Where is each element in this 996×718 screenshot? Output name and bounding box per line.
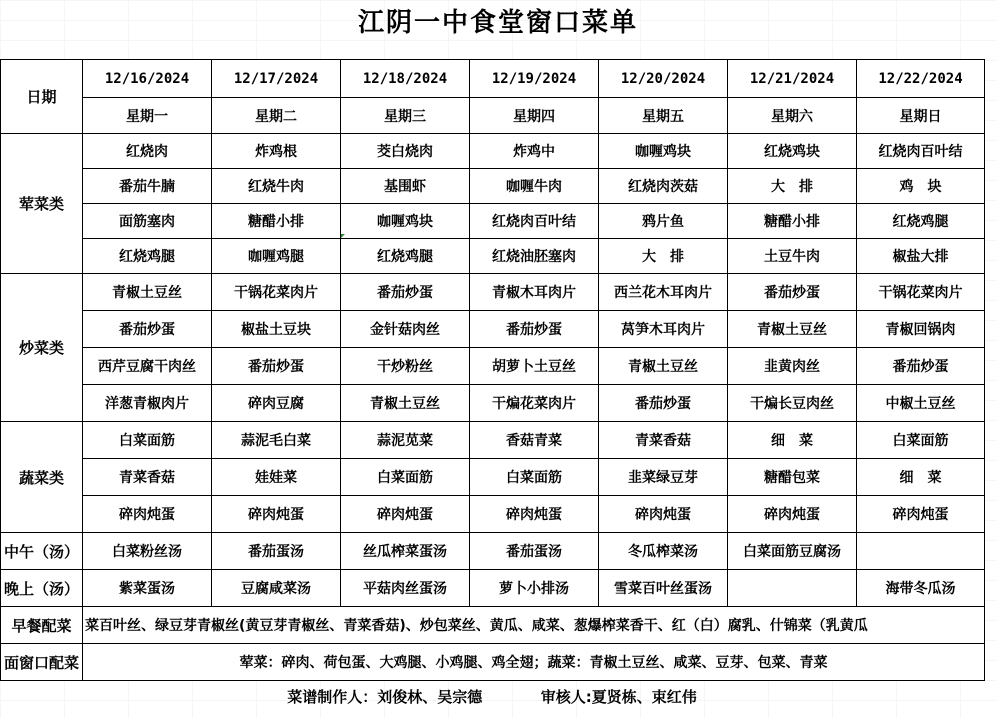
weekday-row bbox=[1, 98, 985, 134]
menu-cell[interactable]: 红烧鸡块 bbox=[728, 134, 857, 169]
menu-cell[interactable]: 韭黄肉丝 bbox=[728, 348, 857, 385]
veg-category-label[interactable]: 蔬菜类 bbox=[1, 422, 83, 533]
noodle-sides-row bbox=[1, 644, 985, 681]
menu-cell[interactable]: 椒盐大排 bbox=[857, 239, 985, 274]
menu-cell[interactable] bbox=[857, 533, 985, 570]
menu-cell[interactable]: 碎肉炖蛋 bbox=[83, 496, 212, 533]
menu-cell[interactable]: 青椒土豆丝 bbox=[728, 311, 857, 348]
weekday-cell[interactable]: 星期六 bbox=[728, 98, 857, 134]
date-cell[interactable]: 12/19/2024 bbox=[470, 60, 599, 98]
menu-cell[interactable]: 丝瓜榨菜蛋汤 bbox=[341, 533, 470, 570]
menu-cell[interactable]: 碎肉炖蛋 bbox=[857, 496, 985, 533]
weekday-cell[interactable]: 星期二 bbox=[212, 98, 341, 134]
menu-cell[interactable]: 咖喱鸡块 bbox=[341, 204, 470, 239]
menu-cell[interactable]: 白菜粉丝汤 bbox=[83, 533, 212, 570]
menu-cell[interactable]: 干锅花菜肉片 bbox=[857, 274, 985, 311]
menu-cell[interactable]: 大 排 bbox=[728, 169, 857, 204]
menu-cell[interactable]: 韭菜绿豆芽 bbox=[599, 459, 728, 496]
menu-cell[interactable]: 香菇青菜 bbox=[470, 422, 599, 459]
menu-cell[interactable]: 雪菜百叶丝蛋汤 bbox=[599, 570, 728, 607]
menu-cell[interactable]: 糖醋小排 bbox=[212, 204, 341, 239]
weekday-cell[interactable]: 星期日 bbox=[857, 98, 985, 134]
menu-cell[interactable]: 番茄蛋汤 bbox=[212, 533, 341, 570]
meat-row bbox=[1, 239, 985, 274]
menu-cell[interactable]: 平菇肉丝蛋汤 bbox=[341, 570, 470, 607]
menu-cell[interactable]: 碎肉炖蛋 bbox=[212, 496, 341, 533]
menu-cell[interactable] bbox=[728, 570, 857, 607]
menu-cell[interactable]: 番茄炒蛋 bbox=[341, 274, 470, 311]
menu-cell[interactable]: 青菜香菇 bbox=[83, 459, 212, 496]
menu-cell[interactable]: 番茄炒蛋 bbox=[83, 311, 212, 348]
menu-cell[interactable]: 红烧鸡腿 bbox=[857, 204, 985, 239]
breakfast-sides-row bbox=[1, 607, 985, 644]
menu-cell[interactable]: 胡萝卜土豆丝 bbox=[470, 348, 599, 385]
menu-cell[interactable]: 红烧肉百叶结 bbox=[470, 204, 599, 239]
menu-cell[interactable]: 椒盐土豆块 bbox=[212, 311, 341, 348]
menu-cell[interactable]: 红烧油胚塞肉 bbox=[470, 239, 599, 274]
meat-category-label[interactable]: 荤菜类 bbox=[1, 134, 83, 274]
date-cell[interactable]: 12/17/2024 bbox=[212, 60, 341, 98]
menu-cell[interactable]: 青椒回锅肉 bbox=[857, 311, 985, 348]
menu-table bbox=[0, 59, 985, 681]
veg-row bbox=[1, 422, 985, 459]
menu-cell[interactable]: 番茄蛋汤 bbox=[470, 533, 599, 570]
menu-cell[interactable]: 金针菇肉丝 bbox=[341, 311, 470, 348]
menu-cell[interactable]: 莴笋木耳肉片 bbox=[599, 311, 728, 348]
menu-cell[interactable]: 白菜面筋 bbox=[83, 422, 212, 459]
menu-cell[interactable]: 细 菜 bbox=[728, 422, 857, 459]
menu-cell[interactable]: 西兰花木耳肉片 bbox=[599, 274, 728, 311]
stirfry-category-label[interactable]: 炒菜类 bbox=[1, 274, 83, 422]
noon-soup-row bbox=[1, 533, 985, 570]
date-cell[interactable]: 12/16/2024 bbox=[83, 60, 212, 98]
menu-cell[interactable]: 咖喱牛肉 bbox=[470, 169, 599, 204]
menu-cell[interactable]: 干煸花菜肉片 bbox=[470, 385, 599, 422]
date-cell[interactable]: 12/21/2024 bbox=[728, 60, 857, 98]
date-label-cell[interactable]: 日期 bbox=[1, 60, 83, 134]
menu-cell[interactable]: 白菜面筋 bbox=[341, 459, 470, 496]
breakfast-sides-label[interactable]: 早餐配菜 bbox=[1, 607, 83, 644]
menu-cell[interactable]: 面筋塞肉 bbox=[83, 204, 212, 239]
menu-cell[interactable]: 豆腐咸菜汤 bbox=[212, 570, 341, 607]
menu-cell[interactable]: 鸡 块 bbox=[857, 169, 985, 204]
menu-cell[interactable]: 干炒粉丝 bbox=[341, 348, 470, 385]
menu-cell[interactable]: 大 排 bbox=[599, 239, 728, 274]
stirfry-row bbox=[1, 348, 985, 385]
breakfast-sides-text: 菜百叶丝、绿豆芽青椒丝(黄豆芽青椒丝、青菜香菇)、炒包菜丝、黄瓜、咸菜、葱爆榨菜香干、红（白）腐乳、什锦菜（乳黄瓜 bbox=[85, 618, 868, 634]
menu-cell[interactable]: 白菜面筋豆腐汤 bbox=[728, 533, 857, 570]
menu-cell[interactable]: 红烧肉茨菇 bbox=[599, 169, 728, 204]
menu-cell[interactable]: 炸鸡根 bbox=[212, 134, 341, 169]
menu-cell[interactable]: 蒜泥毛白菜 bbox=[212, 422, 341, 459]
noodle-sides-cell[interactable]: 荤菜：碎肉、荷包蛋、大鸡腿、小鸡腿、鸡全翅；蔬菜：青椒土豆丝、咸菜、豆芽、包菜、青菜 bbox=[83, 644, 985, 681]
menu-cell[interactable]: 洋葱青椒肉片 bbox=[83, 385, 212, 422]
menu-cell[interactable]: 青椒土豆丝 bbox=[83, 274, 212, 311]
weekday-cell[interactable]: 星期一 bbox=[83, 98, 212, 134]
meat-row bbox=[1, 134, 985, 169]
menu-cell[interactable]: 番茄炒蛋 bbox=[599, 385, 728, 422]
menu-cell[interactable]: 咖喱鸡腿 bbox=[212, 239, 341, 274]
menu-cell[interactable]: 炸鸡中 bbox=[470, 134, 599, 169]
weekday-cell[interactable]: 星期四 bbox=[470, 98, 599, 134]
menu-cell[interactable]: 青椒土豆丝 bbox=[599, 348, 728, 385]
menu-cell[interactable]: 番茄牛腩 bbox=[83, 169, 212, 204]
menu-cell[interactable]: 紫菜蛋汤 bbox=[83, 570, 212, 607]
cell-comment-marker bbox=[341, 234, 345, 238]
menu-cell[interactable]: 红烧牛肉 bbox=[212, 169, 341, 204]
menu-cell[interactable]: 碎肉炖蛋 bbox=[341, 496, 470, 533]
menu-cell[interactable]: 红烧肉 bbox=[83, 134, 212, 169]
veg-row bbox=[1, 459, 985, 496]
menu-cell[interactable]: 番茄炒蛋 bbox=[212, 348, 341, 385]
menu-cell[interactable]: 青椒土豆丝 bbox=[341, 385, 470, 422]
menu-cell[interactable]: 茭白烧肉 bbox=[341, 134, 470, 169]
menu-cell[interactable]: 白菜面筋 bbox=[857, 422, 985, 459]
menu-cell[interactable]: 西芹豆腐干肉丝 bbox=[83, 348, 212, 385]
menu-cell[interactable]: 红烧肉百叶结 bbox=[857, 134, 985, 169]
meat-row bbox=[1, 204, 985, 239]
menu-cell[interactable]: 糖醋包菜 bbox=[728, 459, 857, 496]
menu-cell[interactable]: 萝卜小排汤 bbox=[470, 570, 599, 607]
stirfry-row bbox=[1, 311, 985, 348]
menu-cell[interactable]: 干锅花菜肉片 bbox=[212, 274, 341, 311]
menu-cell[interactable]: 中椒土豆丝 bbox=[857, 385, 985, 422]
menu-cell[interactable]: 蒜泥苋菜 bbox=[341, 422, 470, 459]
date-cell[interactable]: 12/20/2024 bbox=[599, 60, 728, 98]
stirfry-row bbox=[1, 385, 985, 422]
menu-cell[interactable]: 白菜面筋 bbox=[470, 459, 599, 496]
menu-cell[interactable]: 碎肉炖蛋 bbox=[470, 496, 599, 533]
menu-cell[interactable]: 番茄炒蛋 bbox=[470, 311, 599, 348]
menu-cell[interactable]: 碎肉豆腐 bbox=[212, 385, 341, 422]
menu-makers: 菜谱制作人：刘俊林、吴宗德 bbox=[287, 688, 483, 706]
menu-cell[interactable]: 娃娃菜 bbox=[212, 459, 341, 496]
menu-cell[interactable]: 碎肉炖蛋 bbox=[728, 496, 857, 533]
menu-cell[interactable]: 冬瓜榨菜汤 bbox=[599, 533, 728, 570]
page-title: 江阴一中食堂窗口菜单 bbox=[357, 8, 638, 38]
menu-cell[interactable]: 咖喱鸡块 bbox=[599, 134, 728, 169]
menu-cell[interactable]: 番茄炒蛋 bbox=[728, 274, 857, 311]
veg-row bbox=[1, 496, 985, 533]
evening-soup-row bbox=[1, 570, 985, 607]
menu-cell[interactable]: 基围虾 bbox=[341, 169, 470, 204]
menu-cell[interactable]: 红烧鸡腿 bbox=[83, 239, 212, 274]
menu-cell[interactable]: 糖醋小排 bbox=[728, 204, 857, 239]
menu-cell[interactable]: 红烧鸡腿 bbox=[341, 239, 470, 274]
menu-cell[interactable]: 碎肉炖蛋 bbox=[599, 496, 728, 533]
meat-row bbox=[1, 169, 985, 204]
menu-cell[interactable]: 干煸长豆肉丝 bbox=[728, 385, 857, 422]
date-cell[interactable]: 12/18/2024 bbox=[341, 60, 470, 98]
date-row bbox=[1, 60, 985, 98]
menu-cell[interactable]: 青椒木耳肉片 bbox=[470, 274, 599, 311]
menu-cell[interactable]: 青菜香菇 bbox=[599, 422, 728, 459]
menu-cell[interactable]: 鸦片鱼 bbox=[599, 204, 728, 239]
menu-cell[interactable]: 番茄炒蛋 bbox=[857, 348, 985, 385]
weekday-cell[interactable]: 星期五 bbox=[599, 98, 728, 134]
evening-soup-label[interactable]: 晚上（汤） bbox=[1, 570, 83, 607]
weekday-cell[interactable]: 星期三 bbox=[341, 98, 470, 134]
menu-cell[interactable]: 土豆牛肉 bbox=[728, 239, 857, 274]
menu-cell[interactable]: 细 菜 bbox=[857, 459, 985, 496]
date-cell[interactable]: 12/22/2024 bbox=[857, 60, 985, 98]
footer-credits bbox=[0, 680, 984, 714]
noodle-sides-label[interactable]: 面窗口配菜 bbox=[1, 644, 83, 681]
noon-soup-label[interactable]: 中午（汤） bbox=[1, 533, 83, 570]
menu-reviewers: 审核人:夏贤栋、束红伟 bbox=[540, 688, 697, 706]
menu-cell[interactable]: 海带冬瓜汤 bbox=[857, 570, 985, 607]
stirfry-row bbox=[1, 274, 985, 311]
breakfast-sides-cell[interactable] bbox=[83, 607, 985, 644]
